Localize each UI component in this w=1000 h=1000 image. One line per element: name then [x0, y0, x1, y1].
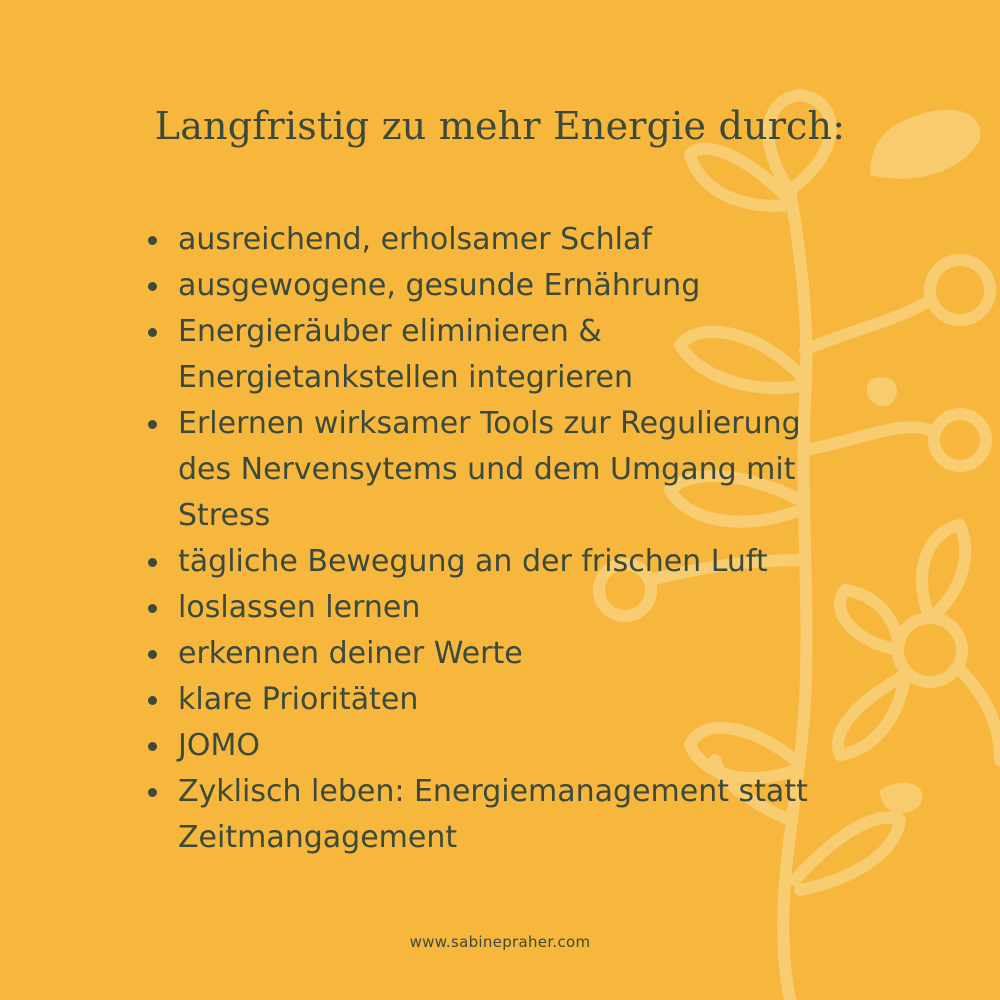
list-item — [145, 769, 905, 861]
list-item-line: Energietankstellen integrieren — [178, 360, 634, 395]
list-item-line: ausgewogene, gesunde Ernährung — [178, 268, 701, 303]
list-item-line: Energieräuber eliminieren & — [178, 314, 602, 349]
list-item-line: tägliche Bewegung an der frischen Luft — [178, 544, 768, 579]
list-item — [145, 217, 905, 263]
bullet-icon — [148, 328, 157, 337]
list-item-line: klare Prioritäten — [178, 682, 419, 717]
list-item-line: des Nervensytems und dem Umgang mit — [178, 452, 796, 487]
website-url: www.sabinepraher.com — [409, 933, 591, 951]
list-item-line: Zeitmangagement — [178, 820, 458, 855]
list-item-line: loslassen lernen — [178, 590, 421, 625]
list-item — [145, 539, 905, 585]
list-item-line: Zyklisch leben: Energiemanagement statt — [178, 774, 808, 809]
list-item-line: erkennen deiner Werte — [178, 636, 523, 671]
bullet-icon — [148, 742, 157, 751]
list-item — [145, 585, 905, 631]
list-item — [145, 631, 905, 677]
list-item-line: Erlernen wirksamer Tools zur Regulierung — [178, 406, 801, 441]
bullet-icon — [148, 696, 157, 705]
energy-tips-list — [145, 217, 905, 861]
list-item — [145, 723, 905, 769]
list-item — [145, 401, 905, 539]
list-item-line: Stress — [178, 498, 271, 533]
list-item-line: ausreichend, erholsamer Schlaf — [178, 222, 652, 257]
bullet-icon — [148, 282, 157, 291]
bullet-icon — [148, 788, 157, 797]
bullet-icon — [148, 420, 157, 429]
bullet-icon — [148, 604, 157, 613]
page-title: Langfristig zu mehr Energie durch: — [154, 104, 846, 148]
bullet-icon — [148, 650, 157, 659]
list-item — [145, 309, 905, 401]
list-item-line: JOMO — [178, 728, 260, 763]
bullet-icon — [148, 236, 157, 245]
list-item — [145, 263, 905, 309]
bullet-icon — [148, 558, 157, 567]
list-item — [145, 677, 905, 723]
